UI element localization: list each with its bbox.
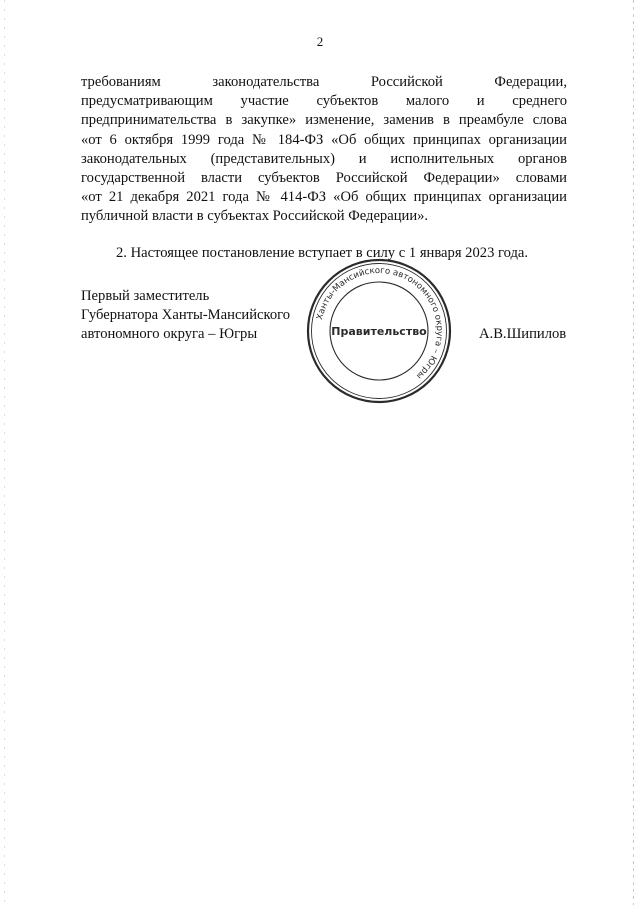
signer-position-line: Первый заместитель xyxy=(81,288,210,304)
page-number: 2 xyxy=(316,34,324,49)
paragraph-1-line: государственной власти субъектов Российской Федерации» словами xyxy=(81,169,567,186)
scan-edge-left xyxy=(4,0,5,905)
signer-position xyxy=(81,287,290,345)
paragraph-1 xyxy=(81,73,567,227)
paragraph-2: 2. Настоящее постановление вступает в силу с 1 января 2023 года. xyxy=(116,245,529,261)
official-seal-stamp xyxy=(306,258,452,404)
seal-ring-text: Ханты-Мансийского автономного округа – Югры xyxy=(315,265,445,381)
scan-edge-right xyxy=(633,0,634,905)
paragraph-1-line: требованиям законодательства Российской Федерации, xyxy=(81,74,567,90)
signer-name: А.В.Шипилов xyxy=(479,326,567,342)
paragraph-1-line: предпринимательства в закупке» изменение, заменив в преамбуле слова xyxy=(81,112,567,129)
signer-position-line: Губернатора Ханты-Мансийского xyxy=(81,307,291,324)
signer-position-line: автономного округа – Югры xyxy=(81,326,258,343)
paragraph-1-line: законодательных (представительных) и исполнительных органов xyxy=(81,150,567,167)
paragraph-1-line: предусматривающим участие субъектов малого и среднего xyxy=(81,93,567,110)
paragraph-1-line: «от 21 декабря 2021 года № 414-ФЗ «Об общих принципах организации xyxy=(81,189,567,206)
seal-center-text: Правительство xyxy=(331,325,427,338)
paragraph-1-line: «от 6 октября 1999 года № 184-ФЗ «Об общих принципах организации xyxy=(81,131,567,148)
paragraph-1-line: публичной власти в субъектах Российской Федерации». xyxy=(81,208,429,225)
